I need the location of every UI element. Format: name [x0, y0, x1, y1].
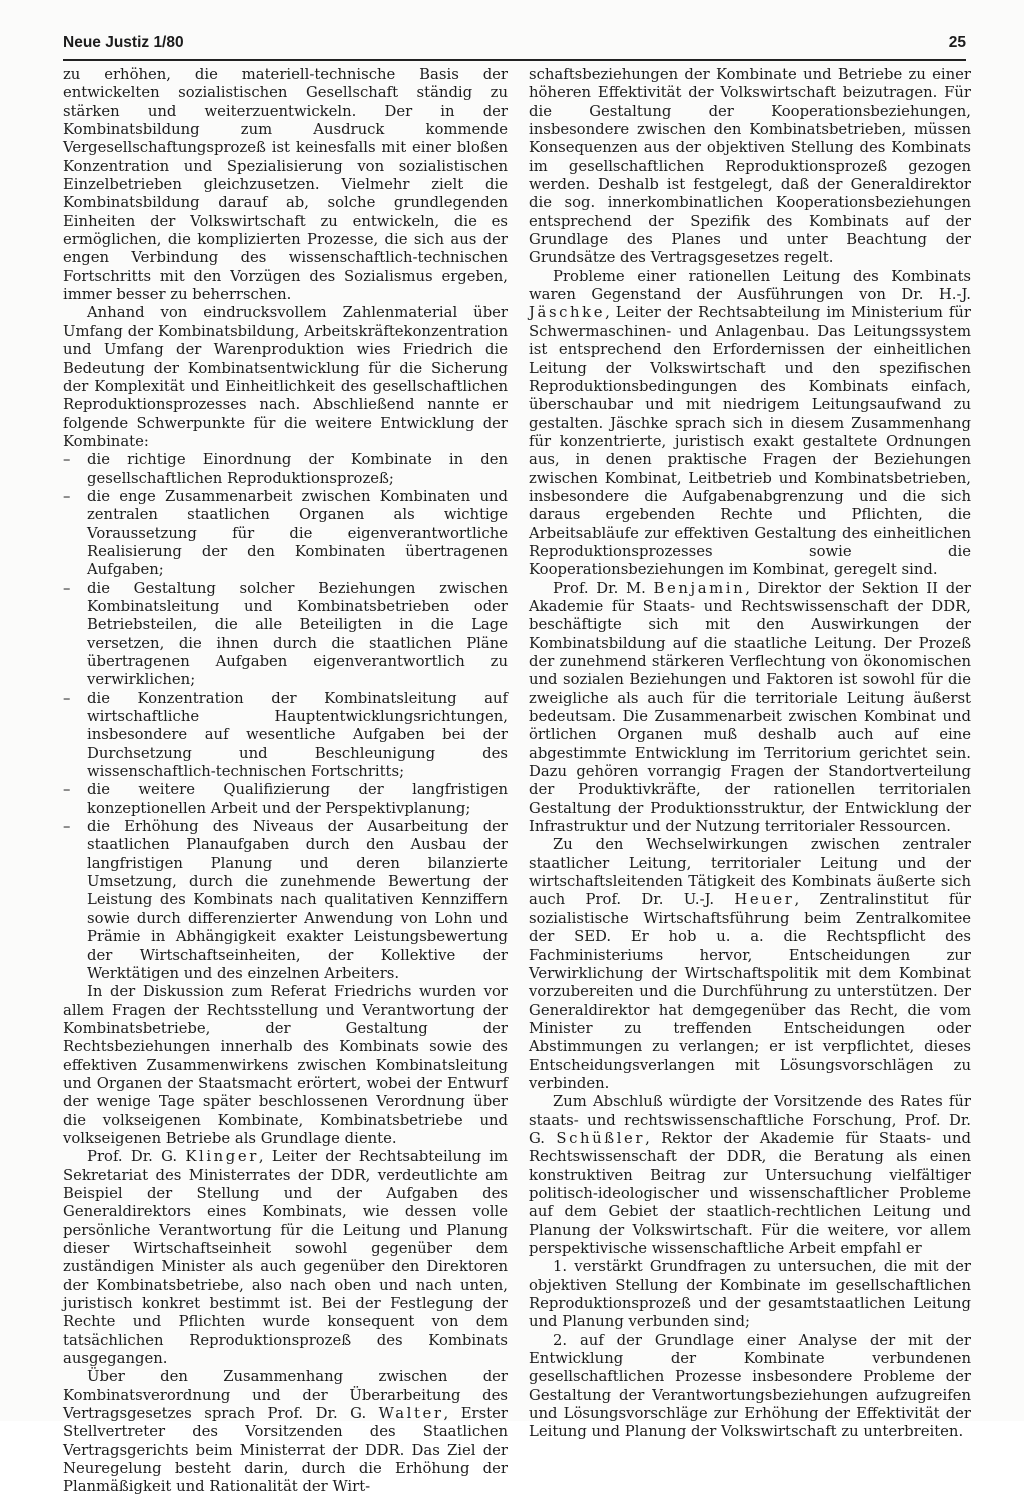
text-run: , Erster Stellvertreter des Vorsitzenden des Staatlichen Vertragsgerichts beim Ministerrat der DDR. Das Ziel der Neuregelung besteht darin, durch die Erhöhung der Planmäßigkeit und Rationalität der Wirt- [63, 1405, 508, 1496]
text-run: Zu den Wechselwirkungen zwischen zentraler staatlicher Leitung, territorialer Leitung und der wirtschaftsleitenden Tätigkeit des Kombinats äußerte sich auch Prof. Dr. U.-J. [529, 836, 971, 909]
paragraph [529, 1093, 971, 1258]
page-number: 25 [948, 34, 966, 51]
list-item: 2. auf der Grundlage einer Analyse der mit der Entwicklung der Kombinate verbundenen gesellschaftlichen Prozesse insbesondere Probleme der Gestaltung der Verantwortungsbeziehungen aufzugreifen und Lösungsvorschläge zur Erhöhung der Effektivität der Leitung und Planung der Volkswirtschaft zu unterbreiten. [529, 1331, 971, 1441]
paragraph [63, 1148, 508, 1368]
person-name: Heuer [734, 891, 795, 909]
list-item: – die richtige Einordnung der Kombinate in den gesellschaftlichen Reproduktionsprozeß; [63, 451, 508, 488]
paragraph [529, 268, 971, 580]
list-item: – die Gestaltung solcher Beziehungen zwischen Kombinatsleitung und Kombinatsbetrieben oder Betriebsteilen, die alle Beteiligten in die Lage versetzen, die ihnen durch die staatlichen Pläne übertragenen Aufgaben eigenverantwortlich zu verwirklichen; [63, 580, 508, 690]
text-run: Prof. Dr. G. [87, 1148, 186, 1166]
text-run: Über den Zusammenhang zwischen der Kombinatsverordnung und der Überarbeitung des Vertragsgesetzes sprach Prof. Dr. G. [63, 1368, 508, 1423]
bullet-list [63, 451, 508, 983]
paragraph: schaftsbeziehungen der Kombinate und Betriebe zu einer höheren Effektivität der Volkswirtschaft beizutragen. Für die Gestaltung der Kooperationsbeziehungen, insbesondere zwischen den Kombinatsbetrieben, müssen Konsequenzen aus der objektiven Stellung des Kombinats im gesellschaftlichen Reproduktionsprozeß gezogen werden. Deshalb ist festgelegt, daß der Generaldirektor die sog. innerkombinatlichen Kooperationsbeziehungen entsprechend der Spezifik des Kombinats auf der Grundlage des Planes und unter Beachtung der Grundsätze des Vertragsgesetzes regelt. [529, 66, 971, 267]
numbered-list [529, 1258, 971, 1441]
paragraph: In der Diskussion zum Referat Friedrichs wurden vor allem Fragen der Rechtsstellung und Verantwortung der Kombinatsbetriebe, der Gestaltung der Rechtsbeziehungen innerhalb des Kombinats sowie des effektiven Zusammenwirkens zwischen Kombinatsleitung und Organen der Staatsmacht erörtert, wobei der Entwurf der wenige Tage später beschlossenen Verordnung über die volkseigenen Kombinate, Kombinatsbetriebe und volkseigenen Betriebe als Grundlage diente. [63, 983, 508, 1147]
right-column [529, 66, 971, 1442]
list-item: – die weitere Qualifizierung der langfristigen konzeptionellen Arbeit und der Perspektivplanung; [63, 781, 508, 818]
list-item: 1. verstärkt Grundfragen zu untersuchen, die mit der objektiven Stellung der Kombinate im gesellschaftlichen Reproduktionsprozeß und der gesamtstaatlichen Leitung und Planung verbunden sind; [529, 1258, 971, 1331]
person-name: Walter [378, 1405, 444, 1423]
person-name: Klinger [185, 1148, 259, 1166]
text-run: , Zentralinstitut für sozialistische Wirtschaftsführung beim Zentralkomitee der SED. Er hob u. a. die Rechtspflicht des Fachministeriums hervor, Entscheidungen zur Verwirklichung der Wirtschaftspolitik mit dem Kombinat vorzubereiten und die Durchführung zu unterstützen. Der Generaldirektor hat demgegenüber das Recht, die vom Minister zu treffenden Entscheidungen oder Abstimmungen zu verlangen; er ist verpflichtet, dieses Entscheidungsverlangen mit Lösungsvorschlägen zu verbinden. [529, 891, 972, 1092]
person-name: Benjamin [653, 579, 746, 597]
text-run: Zum Abschluß würdigte der Vorsitzende des Rates für staats- und rechtswissenschaftliche Forschung, Prof. Dr. G. [529, 1093, 971, 1147]
text-run: , Rektor der Akademie für Staats- und Rechtswissenschaft der DDR, die Beratung als einen konstruktiven Beitrag zur Untersuchung vielfältiger politisch-ideologischer und wissenschaftlicher Probleme auf dem Gebiet der staatlich-rechtlichen Leitung und Planung der Volkswirtschaft. Für die weitere, vor allem perspektivische wissenschaftliche Arbeit empfahl er [529, 1129, 972, 1257]
running-header [63, 34, 966, 58]
list-item: – die Konzentration der Kombinatsleitung auf wirtschaftliche Hauptentwicklungsrichtungen, insbesondere auf wesentliche Aufgaben bei der Durchsetzung und Beschleunigung des wissenschaftlich-technischen Fortschritts; [63, 690, 508, 782]
text-run: , Leiter der Rechtsabteilung im Ministerium für Schwermaschinen- und Anlagenbau. Das Leitungssystem ist entsprechend den Erfordernissen der einheitlichen Leitung der Volkswirtschaft und den spezifischen Reproduktionsbedingungen des Kombinats einfach, überschaubar und mit niedrigem Leitungsaufwand zu gestalten. Jäschke sprach sich in diesem Zusammenhang für konzentrierte, juristisch exakt gestaltete Ordnungen aus, in denen praktische Fragen der Beziehungen zwischen Kombinat, Leitbetrieb und Kombinatsbetrieben, insbesondere die Aufgabenabgrenzung und die sich daraus ergebenden Rechte und Pflichten, die Arbeitsabläufe zur effektiven Gestaltung des einheitlichen Reproduktionsprozesses sowie die Kooperationsbeziehungen im Kombinat, geregelt sind. [529, 304, 971, 579]
paragraph [529, 580, 971, 837]
paragraph: zu erhöhen, die materiell-technische Basis der entwickelten sozialistischen Gesellschaft ständig zu stärken und weiterzuentwickeln. Der in der Kombinatsbildung zum Ausdruck kommende Vergesellschaftungsprozeß ist keinesfalls mit einer bloßen Konzentration und Spezialisierung von sozialistischen Einzelbetrieben gleichzusetzen. Vielmehr zielt die Kombinatsbildung darauf ab, solche grundlegenden Einheiten der Volkswirtschaft zu entwickeln, die es ermöglichen, die komplizierten Prozesse, die sich aus der engen Verbindung des wissenschaftlich-technischen Fortschritts mit den Vorzügen des Sozialismus ergeben, immer besser zu beherrschen. [63, 66, 508, 304]
text-run: Prof. Dr. M. [553, 579, 654, 597]
journal-title: Neue Justiz 1/80 [63, 34, 184, 51]
text-run: , Leiter der Rechtsabteilung im Sekretariat des Ministerrates der DDR, verdeutlichte am Beispiel der Stellung und der Aufgaben des Generaldirektors eines Kombinats, wie dessen volle persönliche Verantwortung für die Leitung und Planung dieser Wirtschaftseinheit sowohl gegenüber dem zuständigen Minister als auch gegenüber den Direktoren der Kombinatsbetriebe, also nach oben und nach unten, juristisch konkret bestimmt ist. Bei der Festlegung der Rechte und Pflichten wurde konsequent von dem tatsächlichen Reproduktionsprozeß des Kombinats ausgegangen. [63, 1148, 508, 1368]
text-run: Probleme einer rationellen Leitung des Kombinats waren Gegenstand der Ausführungen von Dr. H.-J. [529, 267, 971, 304]
list-item: – die enge Zusammenarbeit zwischen Kombinaten und zentralen staatlichen Organen als wichtige Voraussetzung für die eigenverantwortliche Realisierung der den Kombinaten übertragenen Aufgaben; [63, 488, 508, 580]
paragraph: Anhand von eindrucksvollem Zahlenmaterial über Umfang der Kombinatsbildung, Arbeitskräftekonzentration und Umfang der Warenproduktion wies Friedrich die Bedeutung der Kombinatsentwicklung für die Sicherung der Komplexität und Einheitlichkeit des gesellschaftlichen Reproduktionsprozesses nach. Abschließend nannte er folgende Schwerpunkte für die weitere Entwicklung der Kombinate: [63, 304, 508, 450]
list-item: – die Erhöhung des Niveaus der Ausarbeitung der staatlichen Planaufgaben durch den Ausbau der langfristigen Planung und deren bilanzierte Umsetzung, durch die zunehmende Bewertung der Leistung des Kombinats nach qualitativen Kennziffern sowie durch differenzierter Anwendung von Lohn und Prämie in Abhängigkeit exakter Leistungsbewertung der Wirtschaftseinheiten, der Kollektive der Werktätigen und des einzelnen Arbeiters. [63, 818, 508, 983]
left-column [63, 66, 508, 1497]
text-run: , Direktor der Sektion II der Akademie für Staats- und Rechtswissenschaft der DDR, beschäftigte sich mit den Auswirkungen der Kombinatsbildung auf die staatliche Leitung. Der Prozeß der zunehmend stärkeren Verflechtung von ökonomischen und sozialen Beziehungen und Faktoren ist sowohl für die zweigliche als auch für die territoriale Leitung äußerst bedeutsam. Die Zusammenarbeit zwischen Kombinat und örtlichen Organen muß deshalb auch auf eine abgestimmte Entwicklung im Territorium gerichtet sein. Dazu gehören vorrangig Fragen der Standortverteilung der Produktivkräfte, der rationellen territorialen Gestaltung der Produktionsstruktur, der Entwicklung der Infrastruktur und der Nutzung territorialer Ressourcen. [529, 579, 971, 836]
paragraph [63, 1368, 508, 1496]
paragraph [529, 836, 971, 1093]
person-name: Schüßler [556, 1129, 646, 1147]
header-rule [63, 59, 966, 61]
person-name: Jäschke [529, 304, 606, 322]
